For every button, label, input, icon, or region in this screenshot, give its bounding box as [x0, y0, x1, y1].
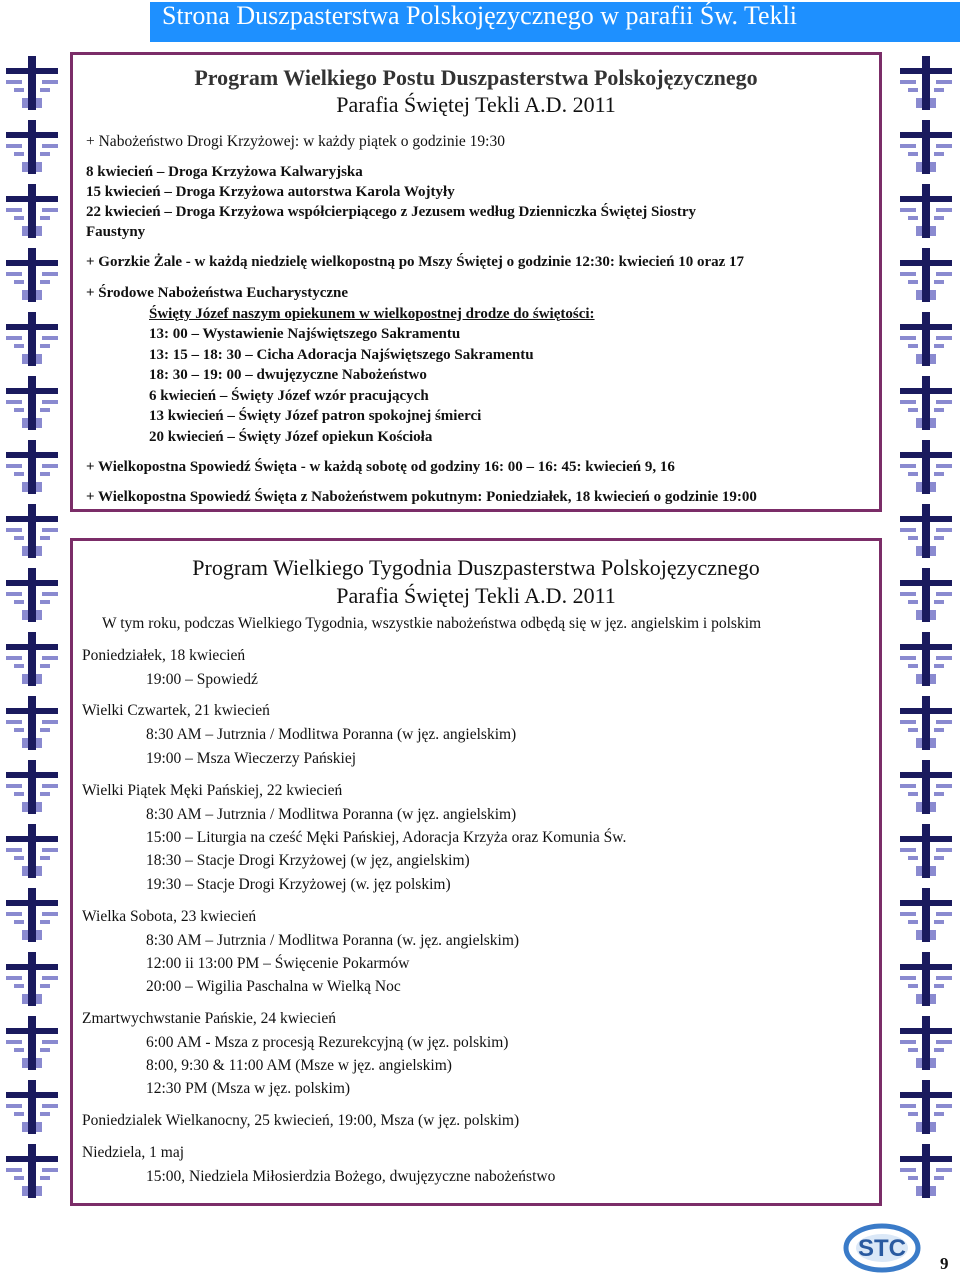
cross-icon [896, 438, 956, 496]
cross-icon [2, 54, 62, 112]
cross-icon [2, 1078, 62, 1136]
cross-icon [2, 438, 62, 496]
stations-item: 22 kwiecień – Droga Krzyżowa współcierpiącego z Jezusem według Dzienniczka Świętej Siostry [86, 204, 697, 220]
confession-saturday: + Wielkopostna Spowiedź Święta - w każdą sobotę od godziny 16: 00 – 16: 45: kwiecień 9, 16 [86, 459, 675, 475]
stc-logo [842, 1216, 922, 1276]
day-item: 8:30 AM – Jutrznia / Modlitwa Poranna (w jęz. angielskim) [146, 726, 517, 743]
cross-icon [2, 566, 62, 624]
cross-icon [2, 758, 62, 816]
cross-icon [2, 246, 62, 304]
holyweek-title-line2: Parafia Świętej Tekli A.D. 2011 [336, 583, 616, 608]
cross-icon [896, 630, 956, 688]
cross-icon [896, 118, 956, 176]
lent-program-box [70, 52, 882, 512]
day-item: 6:00 AM - Msza z procesją Rezurekcyjną (w jęz. polskim) [146, 1034, 509, 1051]
day-heading: Wielki Czwartek, 21 kwiecień [82, 702, 270, 719]
stations-item: 8 kwiecień – Droga Krzyżowa Kalwaryjska [86, 164, 363, 180]
cross-icon [896, 566, 956, 624]
cross-icon [896, 822, 956, 880]
right-cross-border [896, 54, 958, 1206]
cross-icon [2, 310, 62, 368]
cross-icon [896, 1142, 956, 1200]
cross-icon [2, 694, 62, 752]
cross-icon [896, 950, 956, 1008]
cross-icon [2, 118, 62, 176]
day-item: 20:00 – Wigilia Paschalna w Wielką Noc [146, 978, 401, 995]
cross-icon [2, 1014, 62, 1072]
stations-item: 15 kwiecień – Droga Krzyżowa autorstwa Karola Wojtyły [86, 184, 455, 200]
stations-header: + Nabożeństwo Drogi Krzyżowej: w każdy piątek o godzinie 19:30 [86, 133, 505, 150]
cross-icon [896, 886, 956, 944]
day-heading: Wielka Sobota, 23 kwiecień [82, 908, 257, 925]
cross-icon [896, 694, 956, 752]
wednesday-item: 20 kwiecień – Święty Józef opiekun Kościoła [149, 429, 433, 445]
cross-icon [2, 182, 62, 240]
day-heading: Niedziela, 1 maj [82, 1144, 184, 1161]
page-number: 9 [940, 1254, 949, 1273]
day-item: 19:30 – Stacje Drogi Krzyżowej (w. jęz polskim) [146, 876, 451, 893]
holyweek-title-line1: Program Wielkiego Tygodnia Duszpasterstwa Polskojęzycznego [192, 555, 760, 580]
day-heading: Poniedziałek, 18 kwiecień [82, 647, 246, 664]
day-item: 15:00, Niedziela Miłosierdzia Bożego, dwujęzyczne nabożeństwo [146, 1168, 556, 1185]
cross-icon [896, 310, 956, 368]
holy-week-program-box [70, 538, 882, 1206]
cross-icon [2, 822, 62, 880]
lent-title-line1: Program Wielkiego Postu Duszpasterstwa Polskojęzycznego [194, 65, 758, 90]
wednesday-item: 13 kwiecień – Święty Józef patron spokojnej śmierci [149, 408, 482, 424]
cross-icon [896, 374, 956, 432]
wednesday-item: 18: 30 – 19: 00 – dwujęzyczne Nabożeństwo [149, 367, 427, 383]
day-item: 15:00 – Liturgia na cześć Męki Pańskiej, Adoracja Krzyża oraz Komunia Św. [146, 829, 627, 846]
cross-icon [896, 1014, 956, 1072]
cross-icon [2, 630, 62, 688]
day-heading: Wielki Piątek Męki Pańskiej, 22 kwiecień [82, 782, 343, 799]
cross-icon [2, 886, 62, 944]
day-item: 12:00 ii 13:00 PM – Święcenie Pokarmów [146, 955, 410, 972]
page-header-title: Strona Duszpasterstwa Polskojęzycznego w parafii Św. Tekli [162, 1, 798, 30]
cross-icon [2, 950, 62, 1008]
day-item: 8:00, 9:30 & 11:00 AM (Msze w jęz. angielskim) [146, 1057, 452, 1074]
day-item: 8:30 AM – Jutrznia / Modlitwa Poranna (w. jęz. angielskim) [146, 932, 520, 949]
confession-penitential: + Wielkopostna Spowiedź Święta z Nabożeństwem pokutnym: Poniedziałek, 18 kwiecień o godzinie 19:00 [86, 489, 757, 505]
cross-icon [2, 374, 62, 432]
wednesday-item: 13: 15 – 18: 30 – Cicha Adoracja Najświętszego Sakramentu [149, 347, 534, 363]
gorzkie-zale: + Gorzkie Żale - w każdą niedzielę wielkopostną po Mszy Świętej o godzinie 12:30: kwiecień 10 oraz 17 [86, 254, 745, 270]
left-cross-border [2, 54, 64, 1206]
lent-title-line2: Parafia Świętej Tekli A.D. 2011 [336, 92, 616, 117]
wednesday-header: + Środowe Nabożeństwa Eucharystyczne [86, 285, 349, 301]
cross-icon [2, 1142, 62, 1200]
cross-icon [896, 246, 956, 304]
day-item: 18:30 – Stacje Drogi Krzyżowej (w jęz, angielskim) [146, 852, 470, 869]
wednesday-item: 13: 00 – Wystawienie Najświętszego Sakramentu [149, 326, 461, 342]
wednesday-item: 6 kwiecień – Święty Józef wzór pracujących [149, 388, 429, 404]
holyweek-intro: W tym roku, podczas Wielkiego Tygodnia, wszystkie nabożeństwa odbędą się w jęz. angielskim i polskim [102, 615, 762, 632]
day-item: 12:30 PM (Msza w jęz. polskim) [146, 1080, 351, 1097]
day-heading: Poniedzialek Wielkanocny, 25 kwiecień, 19:00, Msza (w jęz. polskim) [82, 1112, 520, 1129]
day-item: 8:30 AM – Jutrznia / Modlitwa Poranna (w jęz. angielskim) [146, 806, 517, 823]
day-heading: Zmartwychwstanie Pańskie, 24 kwiecień [82, 1010, 336, 1027]
cross-icon [896, 182, 956, 240]
wednesday-subtitle: Święty Józef naszym opiekunem w wielkopostnej drodze do świętości: [149, 306, 595, 322]
stc-logo-text: STC [858, 1235, 906, 1262]
cross-icon [896, 502, 956, 560]
cross-icon [896, 54, 956, 112]
cross-icon [896, 1078, 956, 1136]
day-item: 19:00 – Msza Wieczerzy Pańskiej [146, 750, 356, 767]
cross-icon [896, 758, 956, 816]
day-item: 19:00 – Spowiedź [146, 671, 258, 688]
stations-item: Faustyny [86, 224, 146, 240]
cross-icon [2, 502, 62, 560]
